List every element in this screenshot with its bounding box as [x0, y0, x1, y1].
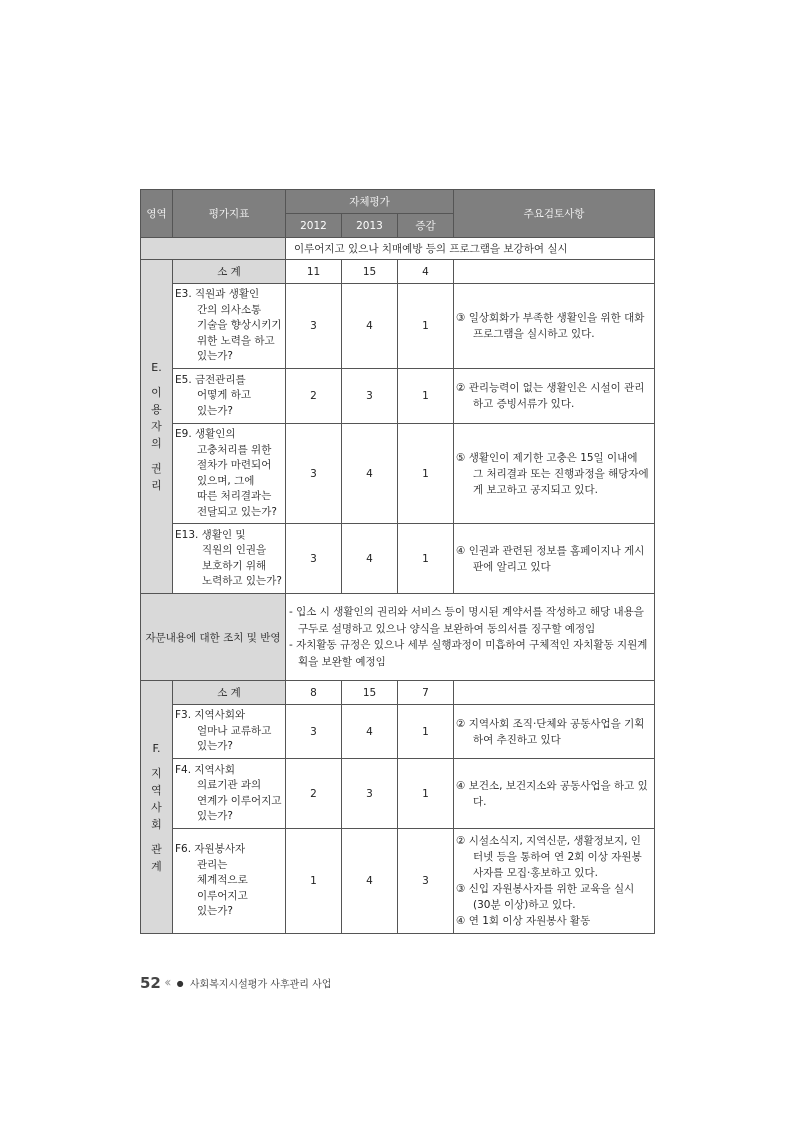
review-line: ② 시설소식지, 지역신문, 생활정보지, 인터넷 등을 통하여 연 2회 이상 자원봉사자를 모집·홍보하고 있다.	[456, 835, 642, 879]
section-e-label	[141, 260, 173, 594]
f6-change: 3	[398, 829, 454, 934]
advisory-item: - 입소 시 생활인의 권리와 서비스 등이 명시된 계약서를 작성하고 해당 내용을 구두로 설명하고 있으나 양식을 보완하여 동의서를 징구할 예정임	[289, 606, 644, 635]
indicator-line: 의료기관 과의	[197, 779, 262, 791]
review-line: ③ 일상회화가 부족한 생활인을 위한 대화프로그램을 실시하고 있다.	[456, 312, 645, 340]
indicator-line: E13. 생활인 및	[175, 528, 246, 541]
indicator-line: 있는가?	[197, 810, 234, 822]
header-review: 주요검토사항	[454, 190, 655, 238]
f3-2012: 3	[286, 705, 342, 759]
indicator-line: 있으며, 그에	[197, 474, 255, 487]
chevron-left-icon: ‹‹	[164, 975, 169, 991]
header-indicator: 평가지표	[173, 190, 286, 238]
header-change: 증감	[398, 214, 454, 238]
e13-change: 1	[398, 524, 454, 594]
indicator-f6	[173, 829, 286, 934]
e5-2013: 3	[342, 369, 398, 424]
e5-review	[454, 369, 655, 424]
section-f-char: 지	[151, 766, 162, 780]
indicator-line: 있는가?	[197, 740, 234, 753]
indicator-line: 관리는	[197, 858, 228, 871]
indicator-f4	[173, 759, 286, 829]
e9-change: 1	[398, 424, 454, 524]
bullet-icon: ●	[176, 978, 184, 988]
review-line: ④ 보건소, 보건지소와 공동사업을 하고 있다.	[456, 779, 648, 808]
indicator-line: 있는가?	[197, 350, 234, 363]
e13-2012: 3	[286, 524, 342, 594]
indicator-line: 간의 의사소통	[197, 303, 262, 316]
section-e-char: 이	[151, 386, 162, 399]
section-f-code: F.	[152, 741, 161, 755]
section-e-subtotal-review	[454, 260, 655, 284]
indicator-line: 체계적으로	[197, 874, 248, 887]
section-e-char: 자	[151, 420, 162, 433]
f4-2013: 3	[342, 759, 398, 829]
section-f-char: 계	[151, 859, 162, 873]
indicator-line: F4. 지역사회	[175, 763, 235, 776]
section-f-subtotal-change: 7	[398, 681, 454, 705]
e9-2013: 4	[342, 424, 398, 524]
f4-2012: 2	[286, 759, 342, 829]
review-line: ② 지역사회 조직·단체와 공동사업을 기획하여 추진하고 있다	[456, 717, 645, 746]
indicator-line: 어떻게 하고	[197, 389, 252, 402]
indicator-f3	[173, 705, 286, 759]
e3-review	[454, 284, 655, 369]
f6-2012: 1	[286, 829, 342, 934]
e3-2012: 3	[286, 284, 342, 369]
indicator-line: 노력하고 있는가?	[202, 575, 282, 587]
indicator-line: 얼마나 교류하고	[197, 724, 272, 737]
indicator-line: E3. 직원과 생활인	[175, 288, 260, 301]
indicator-line: 있는가?	[197, 905, 234, 918]
indicator-line: 고충처리를 위한	[197, 443, 272, 456]
indicator-line: 이루어지고	[197, 889, 248, 902]
e3-2013: 4	[342, 284, 398, 369]
header-area: 영역	[141, 190, 173, 238]
e9-2012: 3	[286, 424, 342, 524]
indicator-line: 있는가?	[197, 404, 234, 417]
f6-2013: 4	[342, 829, 398, 934]
header-2012: 2012	[286, 214, 342, 238]
review-line: ③ 신입 자원봉사자를 위한 교육을 실시(30분 이상)하고 있다.	[456, 883, 635, 911]
header-self-eval: 자체평가	[286, 190, 454, 214]
section-e-subtotal-change: 4	[398, 260, 454, 284]
section-f-char: 역	[151, 783, 162, 797]
f4-change: 1	[398, 759, 454, 829]
indicator-line: 따른 처리결과는	[197, 490, 272, 502]
indicator-line: F6. 자원봉사자	[175, 843, 246, 856]
advisory-label: 자문내용에 대한 조치 및 반영	[141, 594, 286, 681]
advisory-item: - 자치활동 규정은 있으나 세부 실행과정이 미흡하여 구체적인 자치활동 지원계획을 보완할 예정임	[289, 639, 648, 668]
indicator-line: 직원의 인권을	[202, 544, 267, 556]
indicator-line: 기술을 향상시키기	[197, 319, 282, 332]
review-line: ④ 인권과 관련된 정보를 홈페이지나 게시판에 알리고 있다	[456, 544, 645, 573]
section-e-char: 권	[151, 462, 162, 475]
indicator-e13	[173, 524, 286, 594]
indicator-line: 전달되고 있는가?	[197, 505, 277, 518]
section-f-char: 사	[151, 800, 162, 814]
e13-review	[454, 524, 655, 594]
indicator-e5	[173, 369, 286, 424]
indicator-line: E9. 생활인의	[175, 428, 236, 440]
indicator-line: 위한 노력을 하고	[197, 334, 275, 347]
indicator-line: E5. 금전관리를	[175, 373, 246, 386]
section-f-subtotal-2012: 8	[286, 681, 342, 705]
section-e-char: 용	[151, 403, 162, 416]
indicator-line: 연계가 이루어지고	[197, 794, 282, 807]
indicator-line: 보호하기 위해	[202, 559, 267, 572]
footer-title: 사회복지시설평가 사후관리 사업	[189, 979, 332, 991]
e5-2012: 2	[286, 369, 342, 424]
section-f-subtotal-review	[454, 681, 655, 705]
continuation-text: 이루어지고 있으나 치매예방 등의 프로그램을 보강하여 실시	[286, 238, 655, 260]
f3-review	[454, 705, 655, 759]
indicator-line: F3. 지역사회와	[175, 709, 246, 722]
section-e-subtotal-2013: 15	[342, 260, 398, 284]
section-e-char: 의	[151, 437, 162, 450]
f3-change: 1	[398, 705, 454, 759]
continuation-blank	[141, 238, 286, 260]
f6-review	[454, 829, 655, 934]
section-f-char: 관	[151, 842, 162, 856]
review-line: ② 관리능력이 없는 생활인은 시설이 관리하고 증빙서류가 있다.	[456, 382, 645, 410]
header-2013: 2013	[342, 214, 398, 238]
section-e-char: 리	[151, 479, 162, 492]
section-e-subtotal-label: 소 계	[173, 260, 286, 284]
e9-review	[454, 424, 655, 524]
section-e-subtotal-2012: 11	[286, 260, 342, 284]
section-f-label	[141, 681, 173, 934]
evaluation-table	[140, 189, 655, 934]
page-number: 52	[140, 974, 161, 992]
section-f-subtotal-label: 소 계	[173, 681, 286, 705]
section-f-char: 회	[151, 817, 162, 831]
indicator-line: 절차가 마련되어	[197, 459, 272, 471]
e3-change: 1	[398, 284, 454, 369]
f3-2013: 4	[342, 705, 398, 759]
e5-change: 1	[398, 369, 454, 424]
e13-2013: 4	[342, 524, 398, 594]
indicator-e3	[173, 284, 286, 369]
review-line: ④ 연 1회 이상 자원봉사 활동	[456, 915, 591, 927]
section-f-subtotal-2013: 15	[342, 681, 398, 705]
advisory-notes	[286, 594, 655, 681]
section-e-code: E.	[151, 361, 162, 374]
review-line: ⑤ 생활인이 제기한 고충은 15일 이내에 그 처리결과 또는 진행과정을 해당자에게 보고하고 공지되고 있다.	[456, 451, 649, 496]
indicator-e9	[173, 424, 286, 524]
f4-review	[454, 759, 655, 829]
page-footer	[140, 974, 331, 992]
